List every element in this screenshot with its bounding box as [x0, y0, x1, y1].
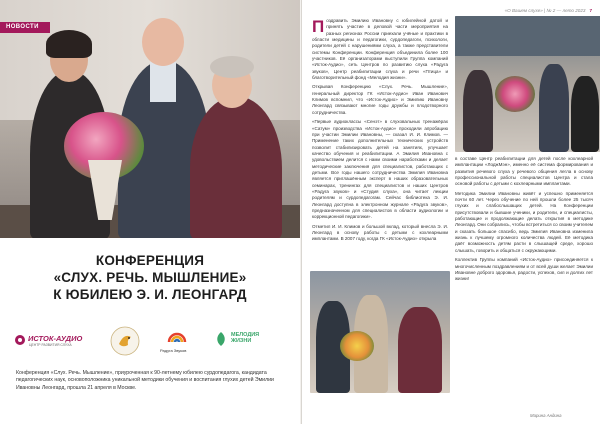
- photo-person-c: [571, 76, 599, 152]
- paragraph: в составе Центр реабилитации для детей после кохлеарной имплантации «ЛоджМэн», именно её система формирования и развития речевого слуха у речевого общения легла в основу профессиональной работы специалистов Центра и стала основой работы с детьми с кохлеарными имплантами.: [455, 156, 593, 187]
- article-lead: Конференция «Слух. Речь. Мышление», приуроченная к 90-летнему юбилею сурдопедагога, кандидата педагогических наук, основоположника уникальной методики обучения и воспитания глухих детей Эмилии Ивановны Леонгард, прошла 21 апреля в Москве.: [16, 370, 274, 391]
- organizer-logos: [14, 322, 290, 360]
- hero-photo: [0, 0, 300, 238]
- paragraph: Отметил И. И. Климов и большой вклад, который внесла Э. И. Леонгард в основу работы с детьми с кохлеарными имплантами. В 2007 году, когда ГК «Исток-Аудио» открыла: [312, 223, 448, 242]
- running-head-text: «О Вашем слухе» | № 2 — лето 2023: [504, 8, 586, 13]
- paragraph: «Первые аудиоклассы «Сенэт» в слуховальных тренажёрах «Сатум» производства «Исток-Аудио» проходили апробацию при участии Эмилии Ивановны, — сказал И. И. Климов. — Применение таких дополнительных технических устройств позволит стабилизировать детей на занятиях, улучшает качество обучения и реабилитации. А Эмилия Ивановна с удовольствием делится с нами своими наработками и делает методические заключения для специалистов, работающих с детьми. Все годы нашего сотрудничества Эмилия Ивановна является приглашённым эксперт в наших образовательных семинарах, тренингах для специалистов и наших Центров «Радуга звуков» и «Студия слуха», она читает лекции родителям и сурдопедагогам. Сейчас библиотека Э. И. Леонгард доступна в электронном журнале «Радуга звуков», предназначенном для специалистов в области аудиологии и коррекционной педагогики».: [312, 119, 448, 220]
- raduga-icon: [166, 324, 188, 346]
- page-number: 7: [589, 8, 592, 13]
- photo-congratulations: [310, 271, 450, 393]
- paragraph: Открывая Конференцию «Слух. Речь. Мышление», генеральный директор ГК «Исток-Аудио» Иван Иванович Климов вспомнил, что «Исток-Аудио» и Эмилию Ивановну Леонгард связывают многие годы дружбы и плодотворного сотрудничества.: [312, 84, 448, 115]
- person-right: [190, 96, 282, 238]
- paragraph: Методика Эмилии Ивановны живёт и успешно применяется почти 60 лет. Через обучение по ней прошли более 25 тысяч глухих и слабослышащих детей. На Конференции присутствовали и бывшие ученики, и родители, и специалисты, работающие и продолжающие делать открытия в методике Леонгард. Они собрались, чтобы встретиться со своим учителем и сказать большое спасибо, ведь Эмилия Ивановна изменила жизнь к лучшему огромного количества людей. Её методика даёт возможность детям расти в слышащей среде, хорошо слышать, говорить и общаться с окружающими.: [455, 190, 593, 253]
- text-column-2: [455, 156, 593, 410]
- running-head: [452, 8, 592, 13]
- ptitsa-logo: [110, 322, 142, 360]
- person-center-head: [142, 18, 184, 66]
- title-line: «СЛУХ. РЕЧЬ. МЫШЛЕНИЕ»: [53, 270, 247, 285]
- author-signature: Марина Андина: [530, 413, 562, 418]
- melodiya-zhizni-logo: [214, 322, 290, 360]
- photo-conference-hall: [455, 16, 600, 152]
- section-tag: НОВОСТИ: [0, 22, 50, 33]
- person-center-shirt: [150, 62, 176, 102]
- photo-person-f: [398, 307, 442, 393]
- bird-icon: [110, 324, 140, 358]
- melodiya-zhizni-name: МЕЛОДИЯ ЖИЗНИ: [231, 332, 260, 344]
- right-page: [301, 0, 600, 424]
- istok-audio-name: ИСТОК-АУДИО: [28, 334, 83, 343]
- photo-bouquet: [340, 331, 374, 361]
- melodiya-icon: [214, 330, 228, 348]
- istok-audio-icon: [14, 334, 26, 346]
- photo-person-a: [463, 70, 493, 152]
- photo-flowers: [495, 76, 535, 112]
- raduga-zvukov-name: Радуга Звуков: [160, 348, 187, 353]
- drop-cap: П: [312, 18, 325, 36]
- text-column-1: [312, 18, 448, 270]
- paragraph: Коллектив Группы компаний «Исток-Аудио» присоединяется к многочисленным поздравлениям и от всей души желает Эмилии Ивановне доброго здоровья, радости, успехов, сил и долгих лет жизни!: [455, 257, 593, 282]
- person-left-hair: [46, 30, 92, 58]
- title-line: КОНФЕРЕНЦИЯ: [95, 253, 205, 268]
- istok-audio-subtitle: ЦЕНТР РАЗВИТИЯ СЛУХА: [29, 343, 72, 347]
- photo-screen: [455, 16, 600, 56]
- person-right-hair: [210, 56, 254, 78]
- title-line: К ЮБИЛЕЮ Э. И. ЛЕОНГАРД: [53, 287, 247, 302]
- article-title: [0, 252, 300, 303]
- istok-audio-logo: [14, 322, 88, 360]
- photo-person-b: [539, 64, 569, 152]
- paragraph-text: оздравить Эмилию Ивановну с юбилейной датой и принять участие в деловой части мероприятия на разных регионах России приехали учёные и практики в области медицины и педагогики, сурдопедагоги, психологи, родители детей с нарушениями слуха, а также представители системы Конференции. Конференция объединила более 100 участников. Её организаторами выступили Группа компаний «Исток-Аудио», сеть Центров по развитию слуха «Радуга звуков», Центр реабилитации слуха и речи «Птица» и благотворительный фонд «Мелодия жизни».: [312, 18, 448, 81]
- paragraph: [312, 18, 448, 81]
- raduga-zvukov-logo: [154, 322, 208, 360]
